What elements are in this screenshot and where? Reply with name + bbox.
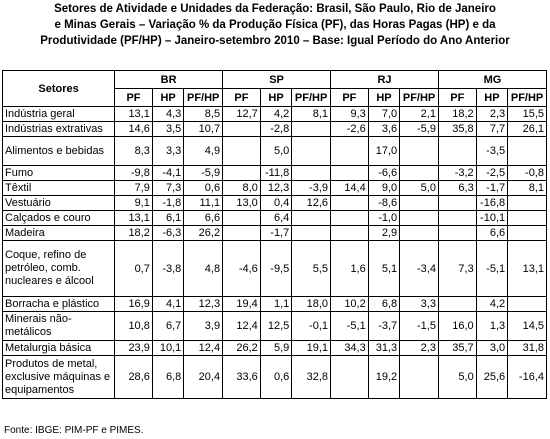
table-cell: 5,0 bbox=[400, 181, 439, 196]
table-cell: -9,8 bbox=[115, 166, 153, 181]
table-cell: 4,9 bbox=[184, 137, 223, 166]
table-cell: 2,1 bbox=[400, 107, 439, 122]
table-cell: -5,9 bbox=[184, 166, 223, 181]
table-cell: 0,7 bbox=[115, 241, 153, 297]
table-row bbox=[3, 181, 547, 196]
table-cell: 2,9 bbox=[368, 226, 399, 241]
subheader-sp-pf-hp: PF/HP bbox=[292, 89, 331, 107]
table-cell: -4,6 bbox=[223, 241, 261, 297]
table-cell: 1,1 bbox=[260, 297, 291, 312]
table-cell: 8,1 bbox=[508, 181, 547, 196]
table-cell bbox=[292, 226, 331, 241]
table-cell: 7,3 bbox=[152, 181, 183, 196]
table-cell: 5,0 bbox=[438, 356, 476, 399]
table-cell: 32,8 bbox=[292, 356, 331, 399]
table-cell bbox=[508, 196, 547, 211]
table-cell bbox=[331, 166, 369, 181]
table-cell bbox=[331, 356, 369, 399]
table-cell: 35,8 bbox=[438, 122, 476, 137]
table-cell: 6,6 bbox=[476, 226, 507, 241]
table-cell: 6,6 bbox=[184, 211, 223, 226]
table-cell: 6,3 bbox=[438, 181, 476, 196]
table-cell: -5,9 bbox=[400, 122, 439, 137]
table-cell: 3,0 bbox=[476, 341, 507, 356]
table-cell bbox=[223, 211, 261, 226]
table-cell: -10,1 bbox=[476, 211, 507, 226]
row-label: Madeira bbox=[3, 226, 115, 241]
table-cell: 18,2 bbox=[115, 226, 153, 241]
table-cell: 9,1 bbox=[115, 196, 153, 211]
table-cell: 13,1 bbox=[115, 211, 153, 226]
table-cell: -16,4 bbox=[508, 356, 547, 399]
table-cell: -2,8 bbox=[260, 122, 291, 137]
table-cell bbox=[438, 226, 476, 241]
table-cell bbox=[438, 297, 476, 312]
table-cell: 12,4 bbox=[223, 312, 261, 341]
table-cell: 10,1 bbox=[152, 341, 183, 356]
table-cell: 4,1 bbox=[152, 297, 183, 312]
row-label: Vestuário bbox=[3, 196, 115, 211]
table-cell: 5,0 bbox=[260, 137, 291, 166]
table-cell bbox=[400, 356, 439, 399]
table-cell: 17,0 bbox=[368, 137, 399, 166]
row-label: Minerais não-metálicos bbox=[3, 312, 115, 341]
table-cell: 4,3 bbox=[152, 107, 183, 122]
subheader-sp-pf: PF bbox=[223, 89, 261, 107]
table-row bbox=[3, 356, 547, 399]
table-cell: 20,4 bbox=[184, 356, 223, 399]
table-cell: -6,6 bbox=[368, 166, 399, 181]
table-cell bbox=[438, 196, 476, 211]
table-cell bbox=[400, 166, 439, 181]
row-label: Produtos de metal, exclusive máquinas e equipamentos bbox=[3, 356, 115, 399]
table-row bbox=[3, 137, 547, 166]
subheader-rj-hp: HP bbox=[368, 89, 399, 107]
row-label: Têxtil bbox=[3, 181, 115, 196]
table-cell: 6,8 bbox=[152, 356, 183, 399]
row-label: Calçados e couro bbox=[3, 211, 115, 226]
table-cell: 18,2 bbox=[438, 107, 476, 122]
subheader-rj-pf-hp: PF/HP bbox=[400, 89, 439, 107]
table-cell: 19,1 bbox=[292, 341, 331, 356]
table-cell: 3,6 bbox=[368, 122, 399, 137]
row-label: Indústria geral bbox=[3, 107, 115, 122]
table-cell: 25,6 bbox=[476, 356, 507, 399]
table-cell: -3,4 bbox=[400, 241, 439, 297]
table-cell: 33,6 bbox=[223, 356, 261, 399]
table-cell: 7,7 bbox=[476, 122, 507, 137]
table-cell: 14,4 bbox=[331, 181, 369, 196]
table-cell bbox=[400, 137, 439, 166]
subheader-mg-pf-hp: PF/HP bbox=[508, 89, 547, 107]
table-cell: 26,2 bbox=[184, 226, 223, 241]
table-cell bbox=[331, 137, 369, 166]
table-cell bbox=[400, 211, 439, 226]
group-header-mg: MG bbox=[438, 71, 546, 89]
table-cell: 10,8 bbox=[115, 312, 153, 341]
table-cell: -1,7 bbox=[260, 226, 291, 241]
table-cell: -4,1 bbox=[152, 166, 183, 181]
table-cell: 6,7 bbox=[152, 312, 183, 341]
table-cell bbox=[331, 226, 369, 241]
table-cell: 5,9 bbox=[260, 341, 291, 356]
table-cell bbox=[438, 211, 476, 226]
table-cell: 3,3 bbox=[400, 297, 439, 312]
table-cell: 7,3 bbox=[438, 241, 476, 297]
table-cell: 5,1 bbox=[368, 241, 399, 297]
table-cell: -5,1 bbox=[331, 312, 369, 341]
table-cell bbox=[438, 137, 476, 166]
table-cell: 11,1 bbox=[184, 196, 223, 211]
table-cell: 6,1 bbox=[152, 211, 183, 226]
table-cell: 10,2 bbox=[331, 297, 369, 312]
table-title bbox=[0, 1, 550, 49]
table-cell: 7,0 bbox=[368, 107, 399, 122]
table-cell: 2,3 bbox=[400, 341, 439, 356]
table-cell: 4,2 bbox=[476, 297, 507, 312]
row-label: Fumo bbox=[3, 166, 115, 181]
table-cell: 8,3 bbox=[115, 137, 153, 166]
table-row bbox=[3, 122, 547, 137]
subheader-sp-hp: HP bbox=[260, 89, 291, 107]
table-cell: 13,1 bbox=[508, 241, 547, 297]
table-cell bbox=[508, 297, 547, 312]
table-cell: 12,5 bbox=[260, 312, 291, 341]
table-cell: 0,6 bbox=[260, 356, 291, 399]
table-cell: 12,3 bbox=[260, 181, 291, 196]
table-cell: 14,5 bbox=[508, 312, 547, 341]
table-cell: 35,7 bbox=[438, 341, 476, 356]
table-cell: 2,3 bbox=[476, 107, 507, 122]
table-cell: 12,4 bbox=[184, 341, 223, 356]
table-cell: 16,9 bbox=[115, 297, 153, 312]
group-header-rj: RJ bbox=[331, 71, 439, 89]
table-cell: 8,1 bbox=[292, 107, 331, 122]
table-cell: 4,8 bbox=[184, 241, 223, 297]
table-cell bbox=[223, 226, 261, 241]
table-cell: 13,1 bbox=[115, 107, 153, 122]
table-cell: 18,0 bbox=[292, 297, 331, 312]
table-cell: 26,1 bbox=[508, 122, 547, 137]
group-header-br: BR bbox=[115, 71, 223, 89]
table-cell: -0,1 bbox=[292, 312, 331, 341]
table-cell bbox=[400, 226, 439, 241]
row-label: Alimentos e bebidas bbox=[3, 137, 115, 166]
table-cell: -6,3 bbox=[152, 226, 183, 241]
subheader-mg-hp: HP bbox=[476, 89, 507, 107]
row-label: Coque, refino de petróleo, comb. nucleares e álcool bbox=[3, 241, 115, 297]
table-cell: -2,6 bbox=[331, 122, 369, 137]
group-header-sp: SP bbox=[223, 71, 331, 89]
table-cell: 19,2 bbox=[368, 356, 399, 399]
table-cell: 7,9 bbox=[115, 181, 153, 196]
table-cell: 9,0 bbox=[368, 181, 399, 196]
table-row bbox=[3, 196, 547, 211]
table-cell: 26,2 bbox=[223, 341, 261, 356]
table-cell bbox=[508, 137, 547, 166]
table-cell bbox=[223, 166, 261, 181]
table-row bbox=[3, 166, 547, 181]
table-cell bbox=[292, 122, 331, 137]
table-cell: -1,8 bbox=[152, 196, 183, 211]
title-line-2: e Minas Gerais – Variação % da Produção Física (PF), das Horas Pagas (HP) e da bbox=[54, 19, 496, 31]
table-cell: 12,7 bbox=[223, 107, 261, 122]
table-cell bbox=[292, 137, 331, 166]
table-cell: 3,9 bbox=[184, 312, 223, 341]
table-body bbox=[3, 107, 547, 399]
table-cell bbox=[508, 226, 547, 241]
subheader-mg-pf: PF bbox=[438, 89, 476, 107]
table-cell: 19,4 bbox=[223, 297, 261, 312]
table-cell: 6,4 bbox=[260, 211, 291, 226]
table-cell: 23,9 bbox=[115, 341, 153, 356]
subheader-rj-pf: PF bbox=[331, 89, 369, 107]
table-row bbox=[3, 107, 547, 122]
table-cell: -3,2 bbox=[438, 166, 476, 181]
table-cell: 8,5 bbox=[184, 107, 223, 122]
table-cell bbox=[292, 211, 331, 226]
sector-header: Setores bbox=[3, 71, 115, 107]
table-cell: 6,8 bbox=[368, 297, 399, 312]
table-cell bbox=[292, 166, 331, 181]
table-cell bbox=[331, 211, 369, 226]
table-cell: -1,7 bbox=[476, 181, 507, 196]
table-cell: 12,6 bbox=[292, 196, 331, 211]
table-cell bbox=[331, 196, 369, 211]
table-cell: -16,8 bbox=[476, 196, 507, 211]
table-row bbox=[3, 312, 547, 341]
table-cell: -3,9 bbox=[292, 181, 331, 196]
table-cell: 13,0 bbox=[223, 196, 261, 211]
table-row bbox=[3, 341, 547, 356]
table-cell bbox=[508, 211, 547, 226]
table-cell: 5,5 bbox=[292, 241, 331, 297]
table-cell: 15,5 bbox=[508, 107, 547, 122]
table-cell: -3,8 bbox=[152, 241, 183, 297]
table-row bbox=[3, 241, 547, 297]
row-label: Indústrias extrativas bbox=[3, 122, 115, 137]
table-cell bbox=[223, 137, 261, 166]
table-row bbox=[3, 211, 547, 226]
table-cell: -1,0 bbox=[368, 211, 399, 226]
table-cell: 9,3 bbox=[331, 107, 369, 122]
subheader-br-pf-hp: PF/HP bbox=[184, 89, 223, 107]
table-cell: -3,5 bbox=[476, 137, 507, 166]
table-cell: 1,6 bbox=[331, 241, 369, 297]
table-cell: -5,1 bbox=[476, 241, 507, 297]
table-cell: -3,7 bbox=[368, 312, 399, 341]
table-cell: 0,6 bbox=[184, 181, 223, 196]
table-cell: -2,5 bbox=[476, 166, 507, 181]
row-label: Metalurgia básica bbox=[3, 341, 115, 356]
table-cell: 3,5 bbox=[152, 122, 183, 137]
table-cell: 8,0 bbox=[223, 181, 261, 196]
table-cell: 31,3 bbox=[368, 341, 399, 356]
table-cell: 3,3 bbox=[152, 137, 183, 166]
table-cell: -11,8 bbox=[260, 166, 291, 181]
table-row bbox=[3, 226, 547, 241]
table-cell: -1,5 bbox=[400, 312, 439, 341]
table-cell bbox=[400, 196, 439, 211]
table-cell: -0,8 bbox=[508, 166, 547, 181]
table-cell: -8,6 bbox=[368, 196, 399, 211]
table-cell: 28,6 bbox=[115, 356, 153, 399]
table-cell: 1,3 bbox=[476, 312, 507, 341]
table-row bbox=[3, 297, 547, 312]
table-cell: 12,3 bbox=[184, 297, 223, 312]
title-line-1: Setores de Atividade e Unidades da Federação: Brasil, São Paulo, Rio de Janeiro bbox=[54, 3, 496, 15]
subheader-br-pf: PF bbox=[115, 89, 153, 107]
table-cell: 10,7 bbox=[184, 122, 223, 137]
subheader-br-hp: HP bbox=[152, 89, 183, 107]
table-cell: 34,3 bbox=[331, 341, 369, 356]
table-cell: -9,5 bbox=[260, 241, 291, 297]
table-cell: 14,6 bbox=[115, 122, 153, 137]
data-table bbox=[2, 70, 547, 399]
table-cell: 4,2 bbox=[260, 107, 291, 122]
table-cell: 31,8 bbox=[508, 341, 547, 356]
table-cell: 16,0 bbox=[438, 312, 476, 341]
row-label: Borracha e plástico bbox=[3, 297, 115, 312]
table-cell bbox=[223, 122, 261, 137]
title-line-3: Produtividade (PF/HP) – Janeiro-setembro 2010 – Base: Igual Período do Ano Anterior bbox=[40, 35, 510, 47]
table-cell: 0,4 bbox=[260, 196, 291, 211]
source-note: Fonte: IBGE: PIM-PF e PIMES. bbox=[4, 425, 144, 436]
